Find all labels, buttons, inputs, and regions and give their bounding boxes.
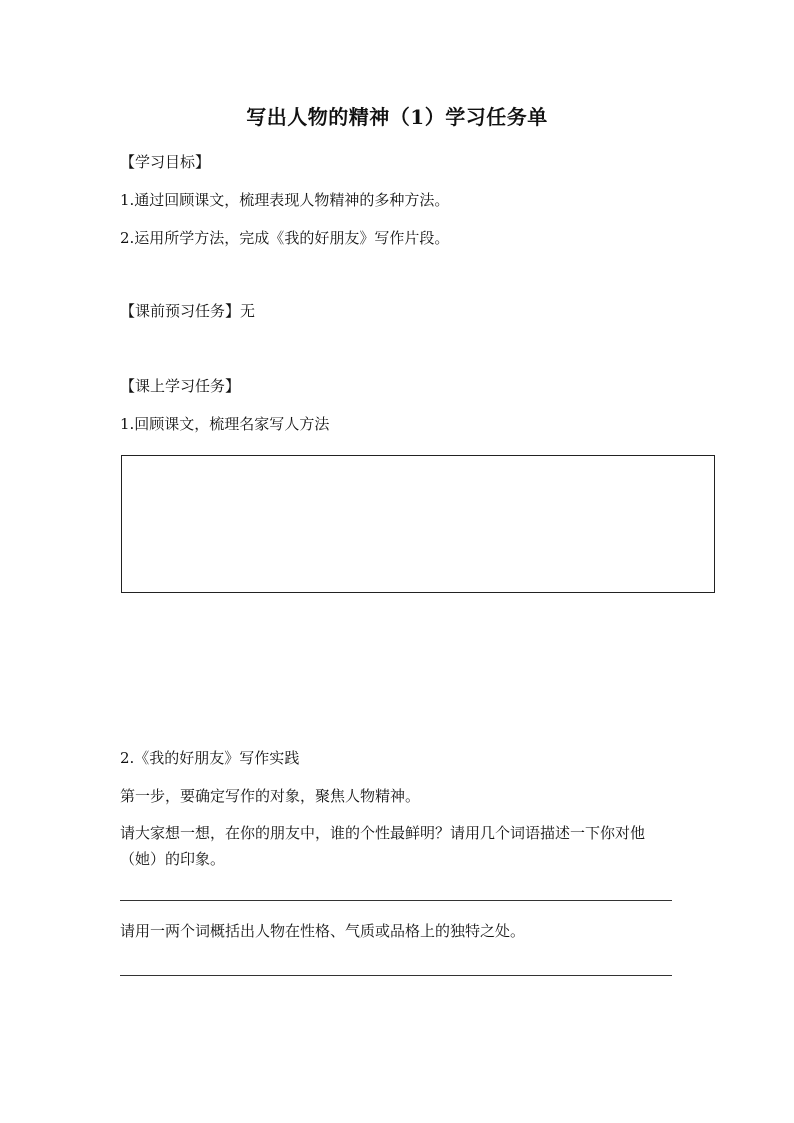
task-2-label: 2.《我的好朋友》写作实践 [120,749,300,767]
preview-task-line [120,300,255,322]
prompt-2-text: 请用一两个词概括出人物在性格、气质或品格上的独特之处。 [120,922,526,940]
step-1-text: 第一步，要确定写作的对象，聚焦人物精神。 [120,787,421,805]
answer-line-2[interactable] [120,975,672,976]
page-title: 写出人物的精神（1）学习任务单 [246,105,548,129]
answer-line-1[interactable] [120,900,672,901]
task-1-label: 1.回顾课文，梳理名家写人方法 [120,415,330,433]
goal-item-2: 2.运用所学方法，完成《我的好朋友》写作片段。 [120,229,450,247]
goals-heading: 【学习目标】 [120,153,211,171]
preview-value: 无 [240,302,256,320]
classwork-heading: 【课上学习任务】 [120,377,241,395]
prompt-1-text: 请大家想一想，在你的朋友中，谁的个性最鲜明？请用几个词语描述一下你对他（她）的印象。 [120,824,646,868]
preview-heading: 【课前预习任务】 [120,302,241,320]
goal-item-1: 1.通过回顾课文，梳理表现人物精神的多种方法。 [120,191,450,209]
methods-answer-box[interactable] [121,455,715,593]
